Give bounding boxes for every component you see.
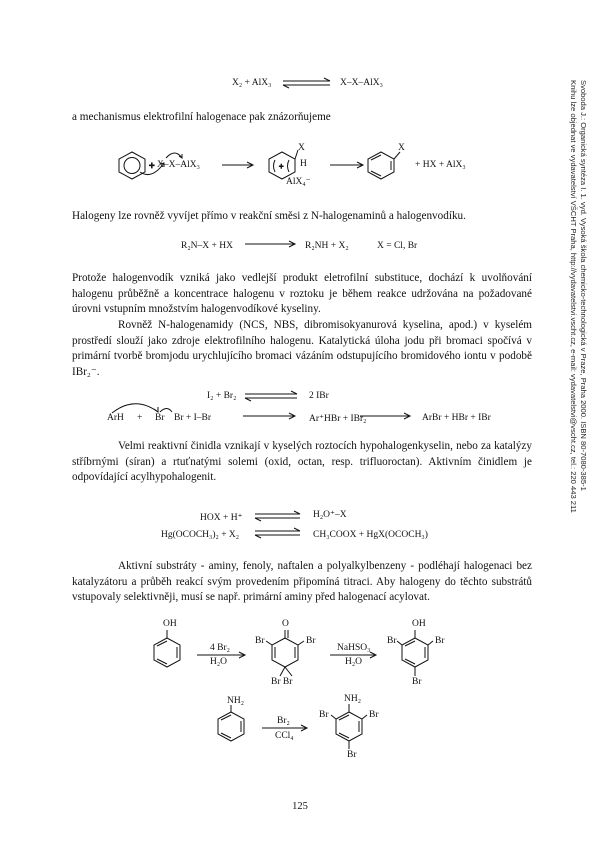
tribromophenol-br-bottom: Br [412, 677, 422, 687]
benzene-ring-reactant [119, 152, 145, 179]
dienone-o-label: O [282, 619, 289, 629]
tribromophenol-ring [397, 630, 433, 676]
equation-1-right: X–X–AlX₃ [340, 78, 383, 88]
sidebar-line-2: Knihu lze objednat ve vydavatelství VŠCHT Praha, http://vydavatelstvi.vscht.cz, e-mail: vydavatelstvi@vscht.cz, tel.: 220 443 211 [569, 80, 578, 513]
tribromophenol-oh-label: OH [412, 619, 426, 629]
tribromoaniline-br-bottom: Br [347, 750, 357, 760]
equilibrium-arrow-eq4a [255, 511, 300, 521]
tribromoaniline-nh2-label: NH₂ [344, 694, 362, 704]
equation-4-line2-right: CH₃COOX + HgX(OCOCH₃) [313, 530, 428, 540]
electron-arrow-eq3b [160, 409, 172, 413]
equation-4-line2-left: Hg(OCOCH₃)₂ + X₂ [161, 530, 240, 540]
scheme3-reagent-top: Br₂ [277, 716, 290, 726]
aniline-nh2-label: NH₂ [227, 696, 245, 706]
page-number: 125 [292, 801, 308, 812]
tetrabromocyclohexadienone-ring [266, 630, 304, 676]
equation-3-arh: ArH [107, 413, 124, 423]
equation-1-left: X₂ + AlX₃ [232, 78, 272, 88]
sidebar-citation [568, 80, 588, 513]
paragraph-since: Protože halogenvodík vzniká jako vedlejší produkt eletrofilní substituce, dochází k uvolňování halogenu průběžně a koncentrace halogenu v roztoku je během reakce udržována na požadované úrovni vstupním množstvím halogenvodíkové kyseliny. [72, 272, 532, 316]
dienone-br-left: Br [255, 636, 265, 646]
tribromophenol-br-right: Br [435, 636, 445, 646]
equation-3-plus: + [137, 413, 143, 423]
scheme3-reagent-bottom: CCl₄ [275, 731, 294, 741]
sidebar-line-1: Svoboda J.: Organická syntéza I. 1. vyd. Vysoká škola chemicko-technologická v Praze, Praha 2000. ISBN 80-7080-385-1 [579, 80, 588, 491]
electron-arrow-2 [166, 153, 182, 158]
plus-sign: + [149, 161, 155, 172]
paragraph-active-substrates: Aktivní substráty - aminy, fenoly, naftalen a polyalkylbenzeny - podléhají halogenaci bez katalyzátoru a průběh reakcí svým provedením připomíná titraci. Aby halogeny do těchto substrátů vstupovaly selektivněji, musí se např. primární aminy před halogenací acylovat. [72, 560, 532, 604]
scheme1-sigma-sub: X [298, 143, 305, 153]
equation-3-bri: Br + I–Br [174, 413, 212, 423]
scheme2-reagent2-bottom: H₂O [345, 657, 363, 667]
phenol-oh-label: OH [163, 619, 177, 629]
paragraph-n-halogenamides: Rovněž N-halogenamidy (NCS, NBS, dibromisokyanurová kyselina, apod.) v kyselém prostředí slouží jako zdroje elektrofilního halogenu. Katalytická úloha jodu při bromaci spočívá v primární tvorbě bromjodu urychlujícího bromaci vázáním odstupujícího bromidového iontu v podobě IBr₂⁻. [72, 319, 532, 378]
paragraph-mechanism: a mechanismus elektrofilní halogenace pak znázorňujeme [72, 111, 331, 123]
scheme1-reagent: X–X–AlX₃ [157, 160, 200, 170]
positive-charge: + [279, 162, 284, 171]
equation-2-left: R₂N–X + HX [181, 241, 233, 251]
paragraph-reactive: Velmi reaktivní činidla vznikají v kyselých roztocích hypohalogenkyselin, nebo za katalýzy stříbrnými (síran) a rtuťnatými solemi (oxid, octan, resp. trifluoroctan). Aktivním činidlem je odpovídající acylhypohalogenit. [72, 440, 532, 484]
scheme1-product-x: X [398, 143, 405, 153]
equation-2-condition: X = Cl, Br [377, 241, 418, 251]
equation-3-middle: Ar⁺HBr + IBr₂⁻ [309, 414, 372, 424]
scheme1-byproducts: + HX + AlX₃ [415, 160, 466, 170]
dienone-br-bottom: Br Br [271, 677, 293, 687]
equation-2-right: R₂NH + X₂ [305, 241, 349, 251]
equation-3-br: Br [155, 413, 165, 423]
scheme2-reagent1-top: 4 Br₂ [210, 643, 230, 653]
dienone-br-right: Br [306, 636, 316, 646]
scheme1-counter: AlX₄⁻ [286, 177, 311, 187]
scheme1-sigma-h: H [300, 159, 307, 169]
equation-4-line1-left: HOX + H⁺ [200, 513, 243, 523]
tribromoaniline-br-right: Br [369, 710, 379, 720]
paragraph-halogens: Halogeny lze rovněž vyvíjet přímo v reakční směsi z N-halogenaminů a halogenvodíku. [72, 210, 466, 222]
equilibrium-arrow-eq3 [245, 391, 297, 401]
scheme2-reagent2-top: NaHSO₃ [337, 643, 371, 653]
halobenzene-ring [368, 152, 400, 179]
equilibrium-arrow-eq4b [255, 528, 300, 538]
tribromoaniline-ring [331, 704, 367, 749]
equation-3-right: ArBr + HBr + IBr [422, 413, 491, 423]
tribromoaniline-br-left: Br [319, 710, 329, 720]
aniline-ring [218, 705, 244, 741]
equation-3-top-left: I₂ + Br₂ [207, 391, 237, 401]
equation-4-line1-right: H₂O⁺–X [313, 510, 347, 520]
scheme2-reagent1-bottom: H₂O [210, 657, 228, 667]
tribromophenol-br-left: Br [387, 636, 397, 646]
equilibrium-arrow-1 [283, 78, 330, 88]
phenol-ring [154, 630, 180, 667]
equation-3-top-right: 2 IBr [309, 391, 329, 401]
electron-arrow-eq3a [112, 404, 158, 413]
